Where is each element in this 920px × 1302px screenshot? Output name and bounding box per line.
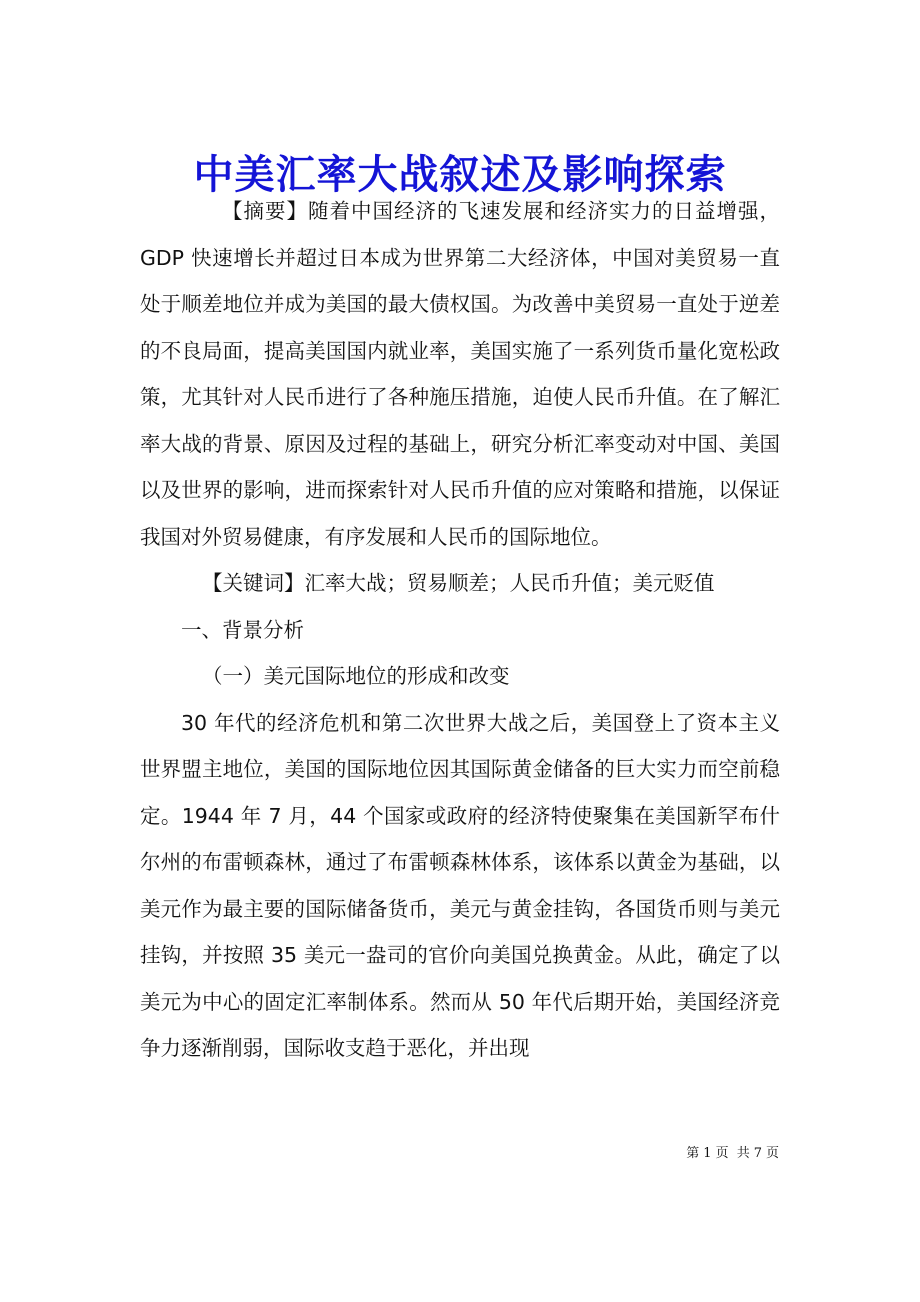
footer-suffix: 页 bbox=[765, 1146, 781, 1161]
document-title: 中美汇率大战叙述及影响探索 bbox=[193, 150, 727, 198]
footer-current-page: 1 bbox=[703, 1146, 714, 1161]
document-body bbox=[140, 188, 780, 1072]
subsection-heading: （一）美元国际地位的形成和改变 bbox=[202, 664, 510, 688]
footer-total-pages: 7 bbox=[753, 1146, 764, 1161]
abstract-paragraph: 【摘要】随着中国经济的飞速发展和经济实力的日益增强，GDP 快速增长并超过日本成为世界第二大经济体，中国对美贸易一直处于顺差地位并成为美国的最大债权国。为改善中美贸易一直处于逆差的不良局面，提高美国国内就业率，美国实施了一系列货币量化宽松政策，尤其针对人民币进行了各种施压措施，迫使人民币升值。在了解汇率大战的背景、原因及过程的基础上，研究分析汇率变动对中国、美国以及世界的影响，进而探索针对人民币升值的应对策略和措施，以保证我国对外贸易健康，有序发展和人民币的国际地位。 bbox=[140, 199, 780, 549]
body-paragraph: 30 年代的经济危机和第二次世界大战之后，美国登上了资本主义世界盟主地位，美国的国际地位因其国际黄金储备的巨大实力而空前稳定。1944 年 7 月，44 个国家或政府的经济特使聚集在美国新罕布什尔州的布雷顿森林，通过了布雷顿森林体系，该体系以黄金为基础，以美元作为最主要的国际储备货币，美元与黄金挂钩，各国货币则与美元挂钩，并按照 35 美元一盎司的官价向美国兑换黄金。从此，确定了以美元为中心的固定汇率制体系。然而从 50 年代后期开始，美国经济竞争力逐渐削弱，国际收支趋于恶化，并出现 bbox=[140, 710, 780, 1060]
footer-prefix: 第 bbox=[686, 1146, 702, 1161]
page-number-footer bbox=[685, 1142, 782, 1161]
keywords-line: 【关键词】汇率大战；贸易顺差；人民币升值；美元贬值 bbox=[202, 571, 715, 595]
section-heading: 一、背景分析 bbox=[181, 617, 304, 642]
footer-middle: 页 共 bbox=[715, 1146, 752, 1161]
